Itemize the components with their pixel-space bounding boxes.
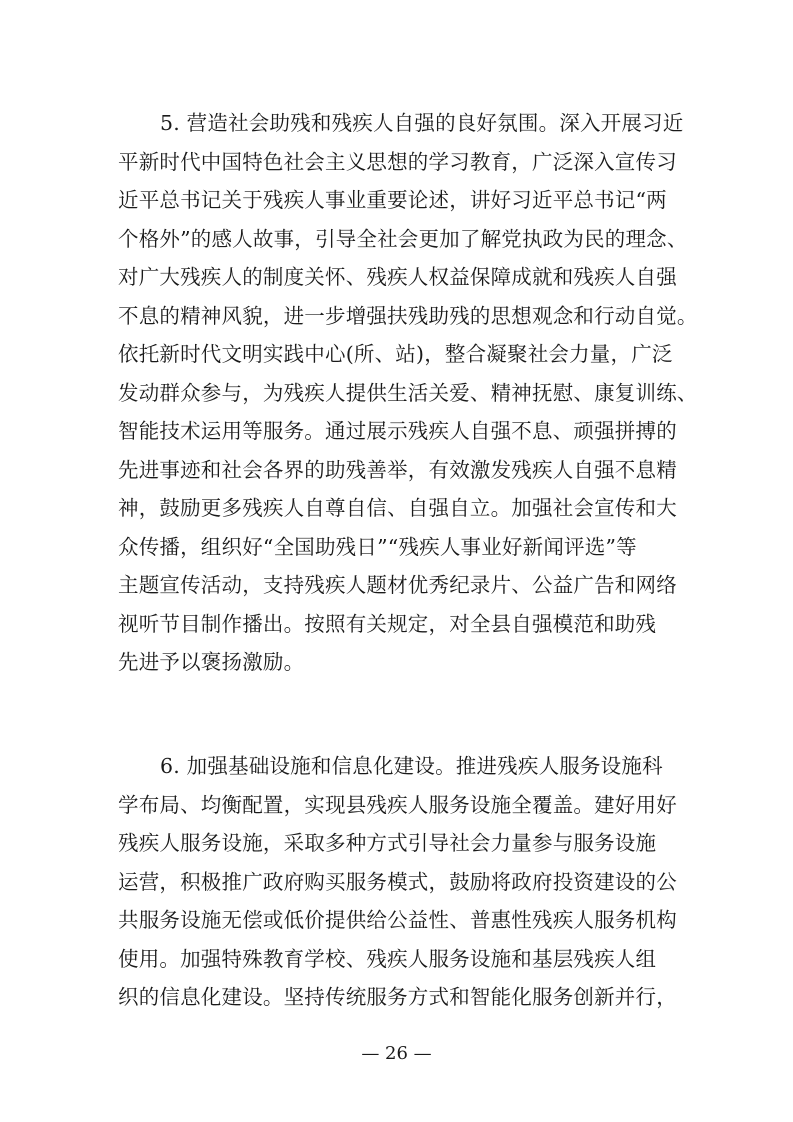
text-line: 智能技术运用等服务。通过展示残疾人自强不息、顽强拼搏的 xyxy=(118,419,677,443)
text-line: 使用。加强特殊教育学校、残疾人服务设施和基层残疾人组 xyxy=(118,946,657,971)
text-line: 依托新时代文明实践中心(所、站)，整合凝聚社会力量，广泛 xyxy=(118,342,673,366)
text-line: 先进事迹和社会各界的助残善举，有效激发残疾人自强不息精 xyxy=(118,457,677,482)
text-line: 织的信息化建设。坚持传统服务方式和智能化服务创新并行， xyxy=(118,985,677,1009)
page-number: — 26 — xyxy=(361,1043,432,1064)
text-line: 神，鼓励更多残疾人自尊自信、自强自立。加强社会宣传和大 xyxy=(118,496,677,520)
text-line: 平新时代中国特色社会主义思想的学习教育，广泛深入宣传习 xyxy=(118,149,677,174)
text-line: 先进予以褒扬激励。 xyxy=(118,650,305,674)
text-line: 不息的精神风貌，进一步增强扶残助残的思想观念和行动自觉。 xyxy=(118,303,698,328)
text-line: 共服务设施无偿或低价提供给公益性、普惠性残疾人服务机构 xyxy=(118,908,677,932)
text-line: 发动群众参与，为残疾人提供生活关爱、精神抚慰、康复训练、 xyxy=(118,380,698,405)
text-line: 残疾人服务设施，采取多种方式引导社会力量参与服务设施 xyxy=(118,831,657,855)
text-line: 个格外”的感人故事，引导全社会更加了解党执政为民的理念、 xyxy=(118,226,688,251)
text-line: 近平总书记关于残疾人事业重要论述，讲好习近平总书记“两 xyxy=(118,188,667,212)
text-line: 视听节目制作播出。按照有关规定，对全县自强模范和助残 xyxy=(118,611,657,636)
text-line: 众传播，组织好“全国助残日”“残疾人事业好新闻评选”等 xyxy=(118,534,637,559)
text-line: 6. 加强基础设施和信息化建设。推进残疾人服务设施科 xyxy=(160,754,663,778)
text-line: 主题宣传活动，支持残疾人题材优秀纪录片、公益广告和网络 xyxy=(118,573,677,597)
text-line: 5. 营造社会助残和残疾人自强的良好氛围。深入开展习近 xyxy=(160,111,684,135)
text-line: 学布局、均衡配置，实现县残疾人服务设施全覆盖。建好用好 xyxy=(118,792,677,817)
text-line: 对广大残疾人的制度关怀、残疾人权益保障成就和残疾人自强 xyxy=(118,265,677,289)
text-line: 运营，积极推广政府购买服务模式，鼓励将政府投资建设的公 xyxy=(118,869,677,894)
